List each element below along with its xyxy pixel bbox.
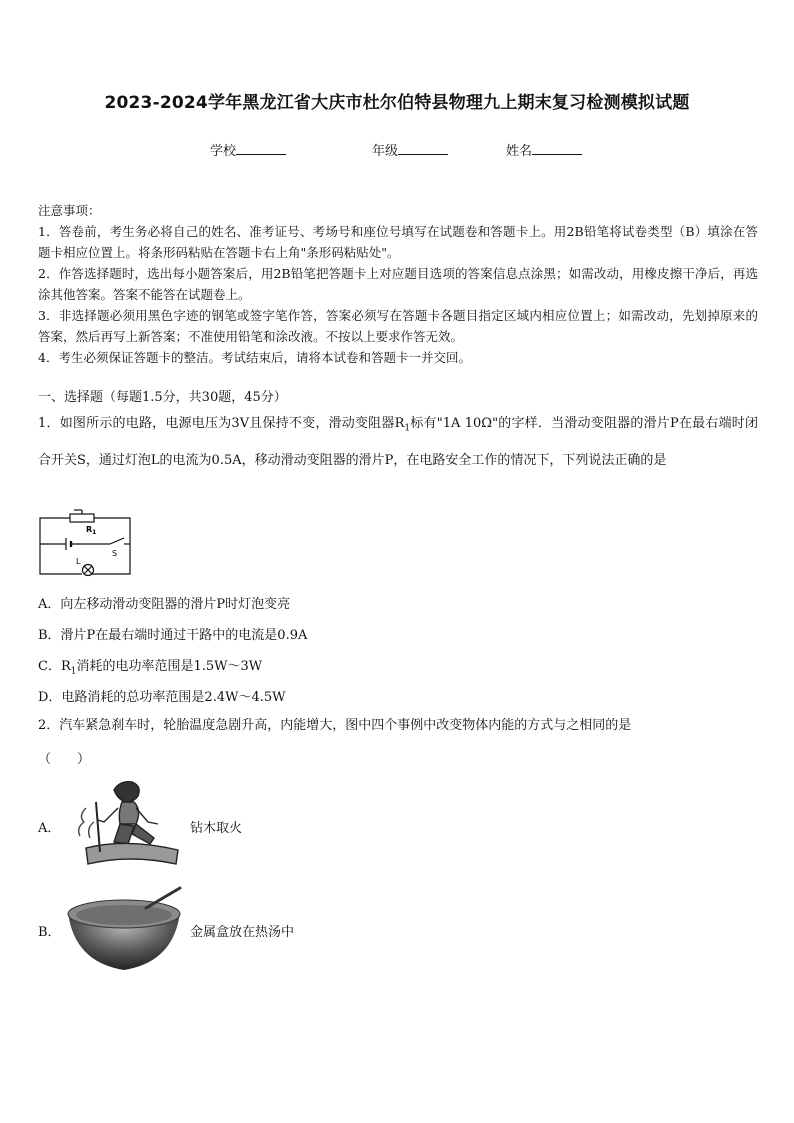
s-label: S [112, 549, 118, 558]
q2-option-b-caption: 金属盒放在热汤中 [190, 925, 295, 940]
q1-option-a[interactable]: A．向左移动滑动变阻器的滑片P时灯泡变亮 [38, 597, 291, 612]
notice-heading: 注意事项： [38, 203, 101, 218]
circuit-diagram [38, 508, 138, 578]
hot-soup-bowl-image [62, 882, 186, 974]
name-field [506, 140, 582, 159]
school-field [210, 140, 286, 159]
q1-option-d[interactable]: D．电路消耗的总功率范围是2.4W～4.5W [38, 690, 286, 705]
notice-item: 3．非选择题必须用黑色字迹的钢笔或签字笔作答，答案必须写在答题卡各题目指定区域内相应位置上；如需改动，先划掉原来的答案，然后再写上新答案；不准使用铅笔和涂改液。不按以上要求作答无效。 [38, 308, 758, 344]
school-blank[interactable] [236, 142, 286, 155]
grade-blank[interactable] [398, 142, 448, 155]
notice-block [38, 200, 758, 368]
q2-option-b-label[interactable]: B． [38, 925, 61, 940]
q1-option-c-part-a: C．R [38, 659, 71, 674]
school-label: 学校 [210, 144, 237, 159]
drill-fire-image [66, 772, 182, 872]
switch-s [110, 538, 124, 544]
q1-option-c[interactable] [38, 655, 262, 677]
name-blank[interactable] [532, 142, 582, 155]
notice-item: 1．答卷前，考生务必将自己的姓名、准考证号、考场号和座位号填写在试题卷和答题卡上。用2B铅笔将试卷类型（B）填涂在答题卡相应位置上。将条形码粘贴在答题卡右上角"条形码粘贴处"。 [38, 224, 758, 260]
q1-option-b[interactable]: B．滑片P在最右端时通过干路中的电流是0.9A [38, 628, 308, 643]
q1-stem-part-a: 1．如图所示的电路，电源电压为3V且保持不变，滑动变阻器R [38, 416, 405, 431]
r1-label: $R_1$ [86, 525, 97, 536]
notice-item: 4．考生必须保证答题卡的整洁。考试结束后，请将本试卷和答题卡一并交回。 [38, 350, 471, 365]
grade-label: 年级 [372, 144, 399, 159]
q2-stem-text: 2．汽车紧急刹车时，轮胎温度急剧升高，内能增大，图中四个事例中改变物体内能的方式与之相同的是 [38, 718, 632, 733]
section-heading: 一、选择题（每题1.5分，共30题，45分） [38, 390, 287, 405]
q1-option-c-part-b: 消耗的电功率范围是1.5W～3W [76, 659, 263, 674]
q1-stem-part-b: 标有"1A 10Ω"的字样．当滑动变阻器的滑片P在最右端时闭合开关S，通过灯泡L的电流为0.5A，移动滑动变阻器的滑片P，在电路安全工作的情况下，下列说法正确的是 [38, 416, 759, 469]
q2-option-a-caption: 钻木取火 [190, 821, 243, 836]
q1-stem-subscript: 1 [404, 423, 411, 434]
question-1-stem [38, 408, 758, 477]
question-2-stem [38, 710, 758, 742]
rheostat-r1 [70, 514, 94, 522]
page-title: 2023-2024学年黑龙江省大庆市杜尔伯特县物理九上期末复习检测模拟试题 [104, 93, 690, 113]
q2-answer-paren: （ ） [38, 752, 91, 767]
grade-field [372, 140, 448, 159]
name-label: 姓名 [506, 144, 533, 159]
notice-item: 2．作答选择题时，选出每小题答案后，用2B铅笔把答题卡上对应题目选项的答案信息点涂黑；如需改动，用橡皮擦干净后，再选涂其他答案。答案不能答在试题卷上。 [38, 266, 758, 302]
wire-right [88, 518, 130, 574]
q2-option-a-label[interactable]: A． [38, 821, 61, 836]
q1-option-c-subscript: 1 [70, 666, 77, 677]
l-label: L [76, 557, 81, 566]
